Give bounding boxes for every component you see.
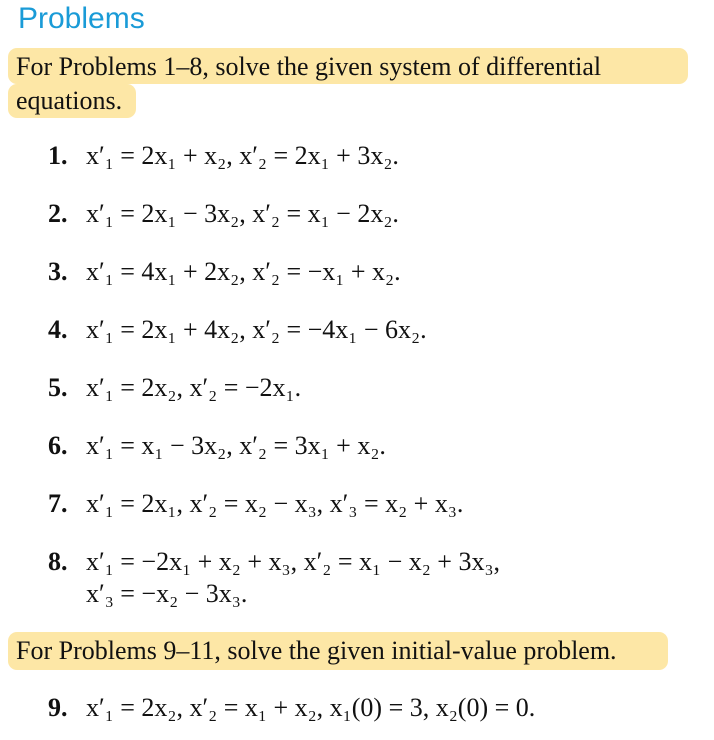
problem-equation: x′₁ = 4x₁ + 2x₂, x′₂ = −x₁ + x₂. [86, 257, 401, 286]
problem-number: 5. [48, 373, 68, 402]
problem-equation: x′₁ = 2x₂, x′₂ = −2x₁. [86, 373, 302, 402]
problem-number: 8. [48, 547, 68, 576]
problem-8-continuation: x′₃ = −x₂ − 3x₃. [86, 579, 248, 608]
problem-equation: x′₁ = 2x₁ + x₂, x′₂ = 2x₁ + 3x₂. [86, 141, 399, 170]
intro2-instructions: For Problems 9–11, solve the given initial-value problem. [16, 636, 617, 665]
problem-number: 6. [48, 431, 68, 460]
problem-equation: x′₁ = −2x₁ + x₂ + x₃, x′₂ = x₁ − x₂ + 3x₃, [86, 547, 501, 576]
problem-equation: x′₁ = 2x₁, x′₂ = x₂ − x₃, x′₃ = x₂ + x₃. [86, 489, 464, 518]
problem-1 [48, 140, 399, 172]
problem-equation: x′₁ = 2x₂, x′₂ = x₁ + x₂, x₁(0) = 3, x₂(0) = 0. [86, 693, 536, 722]
problem-number: 7. [48, 489, 68, 518]
problem-number: 9. [48, 693, 68, 722]
problem-number: 3. [48, 257, 68, 286]
problem-6 [48, 430, 386, 462]
intro-instructions [16, 50, 601, 118]
problem-8 [48, 546, 500, 578]
problem-9 [48, 692, 535, 724]
problem-number: 1. [48, 141, 68, 170]
intro-line-1: For Problems 1–8, solve the given system of differential [16, 52, 602, 81]
problem-7 [48, 488, 463, 520]
problem-5 [48, 372, 301, 404]
problem-equation: x′₁ = x₁ − 3x₂, x′₂ = 3x₁ + x₂. [86, 431, 386, 460]
problem-number: 2. [48, 199, 68, 228]
problem-number: 4. [48, 315, 68, 344]
section-title: Problems [18, 2, 145, 35]
problem-equation: x′₁ = 2x₁ + 4x₂, x′₂ = −4x₁ − 6x₂. [86, 315, 427, 344]
problem-3 [48, 256, 401, 288]
intro-line-2: equations. [16, 86, 123, 115]
problem-equation: x′₁ = 2x₁ − 3x₂, x′₂ = x₁ − 2x₂. [86, 199, 399, 228]
problem-4 [48, 314, 427, 346]
problem-2 [48, 198, 399, 230]
